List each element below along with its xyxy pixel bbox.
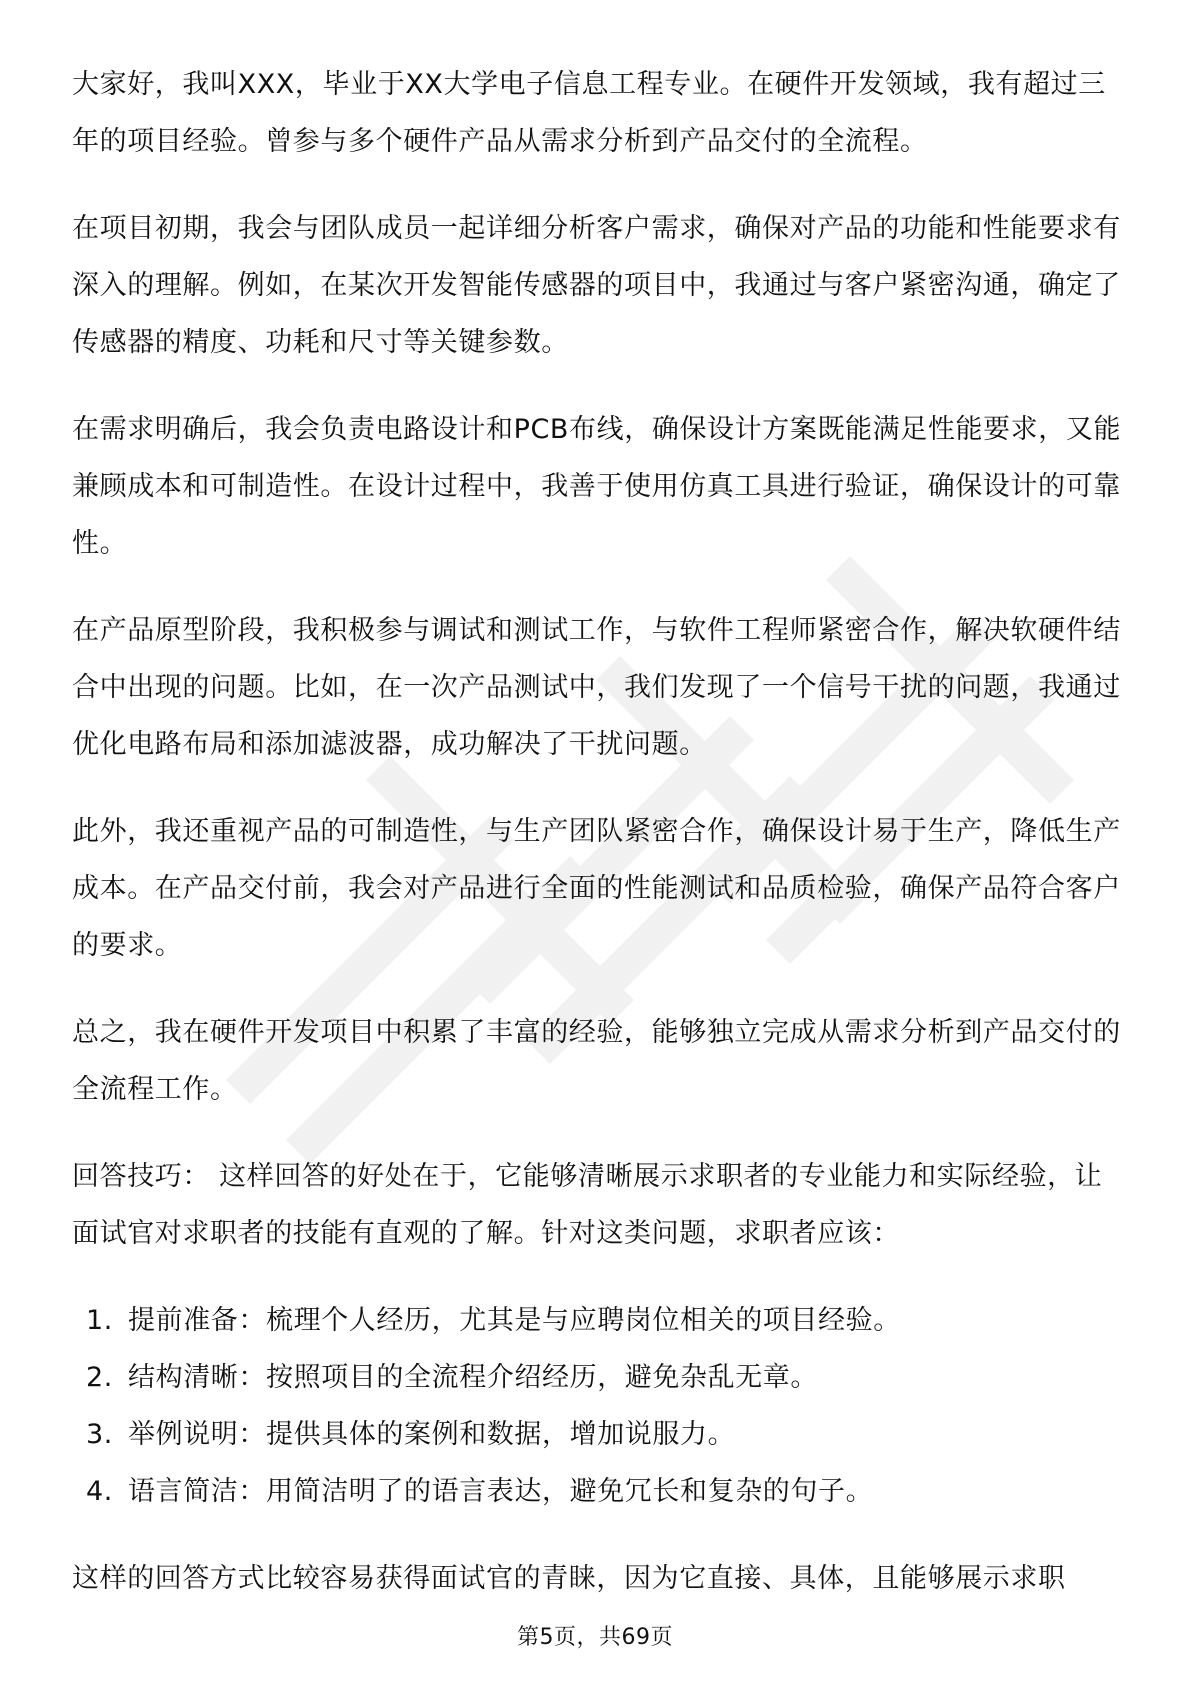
- closing-paragraph: 这样的回答方式比较容易获得面试官的青睐，因为它直接、具体，且能够展示求职: [72, 1563, 1066, 1594]
- requirements-paragraph: 在项目初期，我会与团队成员一起详细分析客户需求，确保对产品的功能和性能要求有深入的理解。例如，在某次开发智能传感器的项目中，我通过与客户紧密沟通，确定了传感器的精度、功耗和尺寸等关键参数。: [72, 213, 1121, 358]
- document-body: [72, 56, 1122, 1637]
- list-item-number: 2.: [86, 1362, 113, 1393]
- manufacturing-paragraph: 此外，我还重视产品的可制造性，与生产团队紧密合作，确保设计易于生产，降低生产成本。在产品交付前，我会对产品进行全面的性能测试和品质检验，确保产品符合客户的要求。: [72, 816, 1121, 961]
- list-item-number: 1.: [86, 1305, 113, 1336]
- list-item-text: 提前准备：梳理个人经历，尤其是与应聘岗位相关的项目经验。: [128, 1305, 901, 1336]
- design-paragraph: 在需求明确后，我会负责电路设计和PCB布线，确保设计方案既能满足性能要求，又能兼顾成本和可制造性。在设计过程中，我善于使用仿真工具进行验证，确保设计的可靠性。: [72, 414, 1122, 559]
- list-item-text: 结构清晰：按照项目的全流程介绍经历，避免杂乱无章。: [128, 1362, 818, 1393]
- list-item: [72, 1406, 1122, 1463]
- list-item: [72, 1463, 1122, 1520]
- tips-intro-paragraph: 回答技巧： 这样回答的好处在于，它能够清晰展示求职者的专业能力和实际经验，让面试官对求职者的技能有直观的了解。针对这类问题，求职者应该：: [72, 1161, 1103, 1249]
- tips-list: [72, 1292, 1122, 1520]
- summary-paragraph: 总之，我在硬件开发项目中积累了丰富的经验，能够独立完成从需求分析到产品交付的全流程工作。: [72, 1017, 1121, 1105]
- page-number-footer: 第5页，共69页: [517, 1625, 673, 1650]
- intro-paragraph: 大家好，我叫XXX，毕业于XX大学电子信息工程专业。在硬件开发领域，我有超过三年的项目经验。曾参与多个硬件产品从需求分析到产品交付的全流程。: [72, 69, 1106, 157]
- list-item-number: 3.: [86, 1419, 113, 1450]
- list-item: [72, 1349, 1122, 1406]
- list-item-text: 语言简洁：用简洁明了的语言表达，避免冗长和复杂的句子。: [128, 1476, 874, 1507]
- prototype-paragraph: 在产品原型阶段，我积极参与调试和测试工作，与软件工程师紧密合作，解决软硬件结合中出现的问题。比如，在一次产品测试中，我们发现了一个信号干扰的问题，我通过优化电路布局和添加滤波器，成功解决了干扰问题。: [72, 615, 1121, 760]
- list-item-number: 4.: [86, 1476, 113, 1507]
- list-item-text: 举例说明：提供具体的案例和数据，增加说服力。: [128, 1419, 736, 1450]
- list-item: [72, 1292, 1122, 1349]
